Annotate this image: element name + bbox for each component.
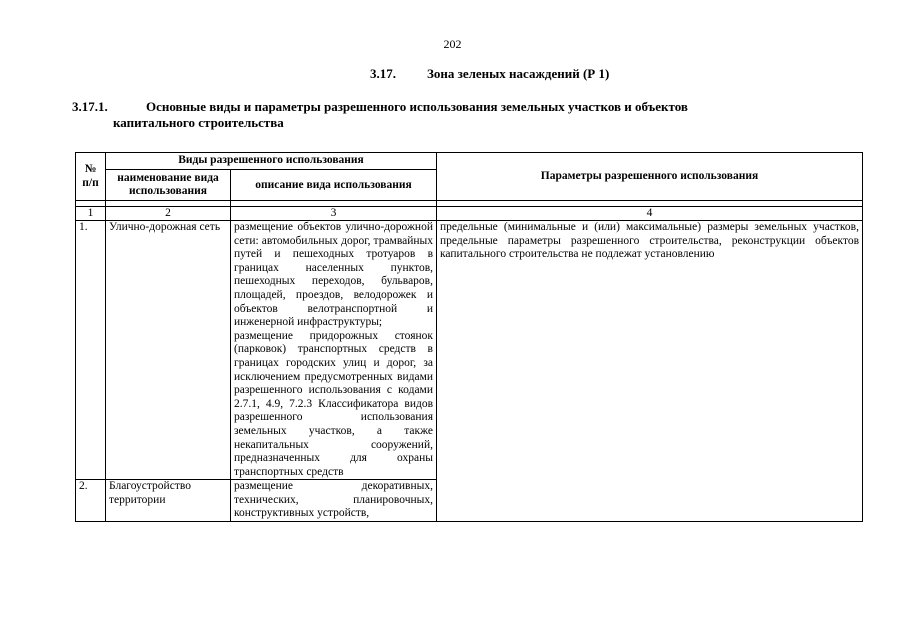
header-name: наименование вида использования	[106, 170, 231, 201]
column-numbers-row	[76, 207, 863, 221]
section-heading	[370, 66, 609, 82]
subsection-number: 3.17.1.	[72, 99, 108, 114]
row-number: 2.	[76, 480, 106, 522]
row-number: 1.	[76, 221, 106, 480]
header-group: Виды разрешенного использования	[106, 153, 437, 170]
page-number: 202	[443, 37, 462, 51]
column-number: 2	[106, 207, 231, 221]
header-params: Параметры разрешенного использования	[437, 153, 863, 201]
section-number: 3.17.	[370, 66, 396, 81]
row-description: размещение декоративных, технических, планировочных, конструктивных устройств,	[231, 480, 437, 522]
column-number: 3	[231, 207, 437, 221]
column-number: 4	[437, 207, 863, 221]
row-description-part2: размещение придорожных стоянок (парковок) транспортных средств в границах городских улиц и дорог, за исключением предусмотренных видами разрешенного использования с кодами 2.7.1, 4.9, 7.2.3 Классификатора видов разрешенного использования земельных участков, а также некапитальных сооружений, предназначенных для охраны транспортных средств	[234, 329, 433, 478]
row-params: предельные (минимальные и (или) максимальные) размеры земельных участков, предельные параметры разрешенного строительства, реконструкции объектов капитального строительства не подлежат установлению	[437, 221, 863, 522]
row-name: Улично-дорожная сеть	[106, 221, 231, 480]
column-number: 1	[76, 207, 106, 221]
row-name: Благоустройство территории	[106, 480, 231, 522]
subsection-title-line1: Основные виды и параметры разрешенного использования земельных участков и объектов	[146, 99, 688, 114]
land-use-table	[75, 152, 863, 522]
header-num: № п/п	[76, 153, 106, 201]
subsection-title-line2: капитального строительства	[113, 115, 284, 130]
subsection-title	[113, 99, 846, 131]
section-title: Зона зеленых насаждений (Р 1)	[427, 66, 610, 81]
table-row	[76, 221, 863, 480]
header-description: описание вида использования	[231, 170, 437, 201]
row-description	[231, 221, 437, 480]
row-description-part1: размещение объектов улично-дорожной сети: автомобильных дорог, трамвайных путей и пешеходных тротуаров в границах населенных пунктов, пешеходных переходов, бульваров, площадей, проездов, велодорожек и объектов велотранспортной и инженерной инфраструктуры;	[234, 221, 433, 329]
table-header-row	[76, 153, 863, 170]
